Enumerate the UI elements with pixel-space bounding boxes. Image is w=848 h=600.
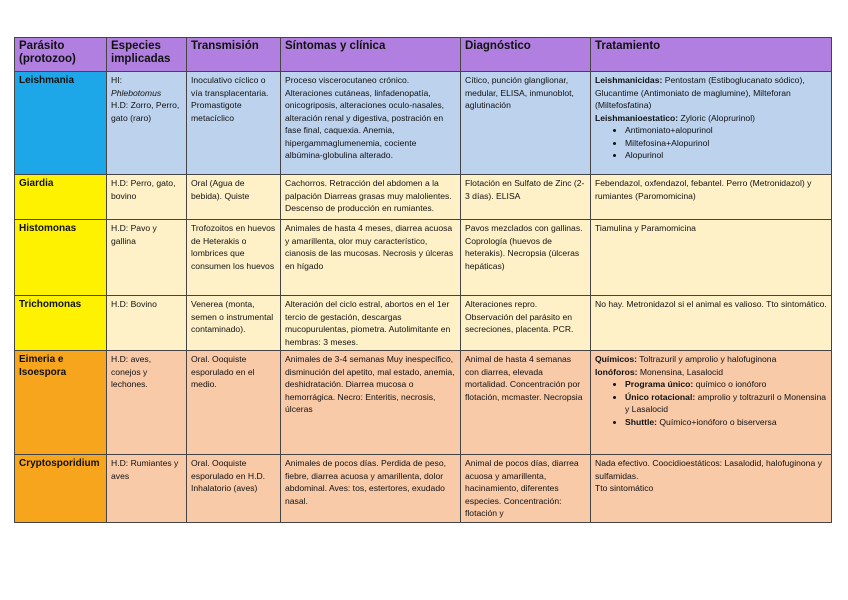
header-diagnosis: Diagnóstico bbox=[461, 38, 591, 72]
diagnosis-cell: Flotación en Sulfato de Zinc (2-3 días). ELISA bbox=[461, 175, 591, 220]
treatment-text: Zyloric (Aloprurinol) bbox=[678, 112, 755, 123]
species-cell: H.D: Pavo y gallina bbox=[107, 220, 187, 296]
symptoms-cell: Animales de 3-4 semanas Muy inespecífico, disminución del apetito, mal estado, anemia, deshidratación. Diarrea mucosa o hemorrágica. Necro: Enteritis, necrosis, úlceras bbox=[281, 351, 461, 455]
species-cell: H.D: Bovino bbox=[107, 296, 187, 351]
table-row bbox=[15, 72, 832, 175]
table-row bbox=[15, 175, 832, 220]
treatment-line: Nada efectivo. Coocidioestáticos: Lasalodid, halofuginona y sulfamidas. bbox=[595, 458, 822, 481]
transmission-cell: Oral (Agua de bebida). Quiste bbox=[187, 175, 281, 220]
treatment-label: Leishmanioestatico: bbox=[595, 112, 679, 123]
diagnosis-cell: Alteraciones repro. Observación del parásito en secreciones, placenta. PCR. bbox=[461, 296, 591, 351]
treatment-list bbox=[595, 378, 827, 428]
species-text: Phlebotomus bbox=[111, 87, 162, 98]
parasite-name: Histomonas bbox=[15, 220, 107, 296]
treatment-bullet: • Alopurinol bbox=[625, 149, 827, 162]
symptoms-cell: Alteración del ciclo estral, abortos en el 1er tercio de gestación, descargas mucopurulentas, piometra. Autolimitante en hembras: 3 meses. bbox=[281, 296, 461, 351]
treatment-bullet bbox=[625, 391, 827, 416]
treatment-label: Shuttle: bbox=[625, 416, 657, 427]
treatment-cell bbox=[591, 351, 832, 455]
treatment-bullet: • Antimoniato+alopurinol bbox=[625, 124, 827, 137]
transmission-cell: Oral. Ooquiste esporulado en el medio. bbox=[187, 351, 281, 455]
treatment-line bbox=[595, 366, 827, 379]
treatment-label: Leishmanicidas: bbox=[595, 75, 663, 85]
treatment-bullet: • Miltefosina+Alopurinol bbox=[625, 137, 827, 150]
parasite-name: Giardia bbox=[15, 175, 107, 220]
treatment-label: Ionóforos: bbox=[595, 366, 638, 377]
treatment-bullet bbox=[625, 416, 827, 429]
header-symptoms: Síntomas y clínica bbox=[281, 38, 461, 72]
treatment-cell bbox=[591, 455, 832, 523]
treatment-text: químico o ionóforo bbox=[693, 379, 767, 389]
treatment-text: Toltrazuril y amprolio y halofuginona bbox=[637, 354, 777, 364]
treatment-line bbox=[595, 112, 827, 125]
treatment-cell: Febendazol, oxfendazol, febantel. Perro (Metronidazol) y rumiantes (Paromomicina) bbox=[591, 175, 832, 220]
parasite-name: Trichomonas bbox=[15, 296, 107, 351]
diagnosis-cell: Animal de pocos días, diarrea acuosa y amarillenta, hacinamiento, diferentes especies. Concentración: flotación y bbox=[461, 455, 591, 523]
transmission-cell: Inoculativo cíclico o vía transplacentaria. Promastigote metacíclico bbox=[187, 72, 281, 175]
table-row bbox=[15, 351, 832, 455]
treatment-text: Pentostam (Estiboglucanato sódico), Glucantime (Antimoniato de maglumine), Milteforan (Miltefosfatina) bbox=[595, 75, 805, 110]
species-cell bbox=[107, 72, 187, 175]
species-cell: H.D: Rumiantes y aves bbox=[107, 455, 187, 523]
diagnosis-cell: Animal de hasta 4 semanas con diarrea, elevada mortalidad. Concentración por flotación, mcmaster. Necropsia bbox=[461, 351, 591, 455]
parasite-name: Cryptosporidium bbox=[15, 455, 107, 523]
treatment-text: Químico+ionóforo o biserversa bbox=[656, 416, 777, 427]
symptoms-cell: Cachorros. Retracción del abdomen a la palpación Diarreas grasas muy malolientes. Descenso de producción en rumiantes. bbox=[281, 175, 461, 220]
treatment-label: Programa único: bbox=[625, 379, 694, 389]
symptoms-cell: Animales de pocos días. Perdida de peso, fiebre, diarrea acuosa y amarillenta, dolor abdominal. Aves: tos, estertores, exudado nasal. bbox=[281, 455, 461, 523]
table-row bbox=[15, 220, 832, 296]
treatment-label: Químicos: bbox=[595, 354, 638, 364]
species-cell: H.D: aves, conejos y lechones. bbox=[107, 351, 187, 455]
parasite-table bbox=[14, 37, 832, 523]
symptoms-cell: Animales de hasta 4 meses, diarrea acuosa y amarillenta, olor muy característico, cianosis de las mucosas. Necrosis y úlceras en hígado bbox=[281, 220, 461, 296]
transmission-cell: Venerea (monta, semen o instrumental contaminado). bbox=[187, 296, 281, 351]
treatment-label: Único rotacional: bbox=[625, 391, 696, 402]
treatment-text: Monensina, Lasalocid bbox=[637, 366, 723, 377]
treatment-cell: Tiamulina y Paramomicina bbox=[591, 220, 832, 296]
header-row bbox=[15, 38, 832, 72]
treatment-line: Tto sintomático bbox=[595, 483, 654, 493]
table-row bbox=[15, 296, 832, 351]
transmission-cell: Oral. Ooquiste esporulado en H.D. Inhalatorio (aves) bbox=[187, 455, 281, 523]
transmission-cell: Trofozoitos en huevos de Heterakis o lombrices que consumen los huevos bbox=[187, 220, 281, 296]
header-treatment: Tratamiento bbox=[591, 38, 832, 72]
parasite-name: Eimeria e Isoespora bbox=[15, 351, 107, 455]
treatment-bullet bbox=[625, 378, 827, 391]
species-cell: H.D: Perro, gato, bovino bbox=[107, 175, 187, 220]
treatment-text: amprolio y toltrazuril o Monensina y Lasalocid bbox=[625, 391, 827, 414]
diagnosis-cell: Pavos mezclados con gallinas. Coprología (huevos de heterakis). Necropsia (úlceras hepáticas) bbox=[461, 220, 591, 296]
species-text: H.D: Zorro, Perro, gato (raro) bbox=[111, 100, 180, 123]
treatment-cell: No hay. Metronidazol si el animal es valioso. Tto sintomático. bbox=[591, 296, 832, 351]
treatment-line bbox=[595, 353, 827, 366]
header-parasite: Parásito (protozoo) bbox=[15, 38, 107, 72]
symptoms-cell: Proceso viscerocutaneo crónico. Alteraciones cutáneas, linfadenopatía, onicogriposis, alteraciones oculo-nasales, alteración renal y digestiva, postración en fase final, caquexia. Anemia, hipergammaglumenemia, cociente albúmina-globulina alterado. bbox=[281, 72, 461, 175]
table-row bbox=[15, 455, 832, 523]
treatment-cell bbox=[591, 72, 832, 175]
treatment-list bbox=[595, 124, 827, 162]
treatment-line bbox=[595, 74, 827, 112]
parasite-name: Leishmania bbox=[15, 72, 107, 175]
header-transmission: Transmisión bbox=[187, 38, 281, 72]
header-species: Especies implicadas bbox=[107, 38, 187, 72]
diagnosis-cell: Cítico, punción glanglionar, medular, ELISA, inmunoblot, aglutinación bbox=[461, 72, 591, 175]
species-text: HI: bbox=[111, 75, 122, 85]
